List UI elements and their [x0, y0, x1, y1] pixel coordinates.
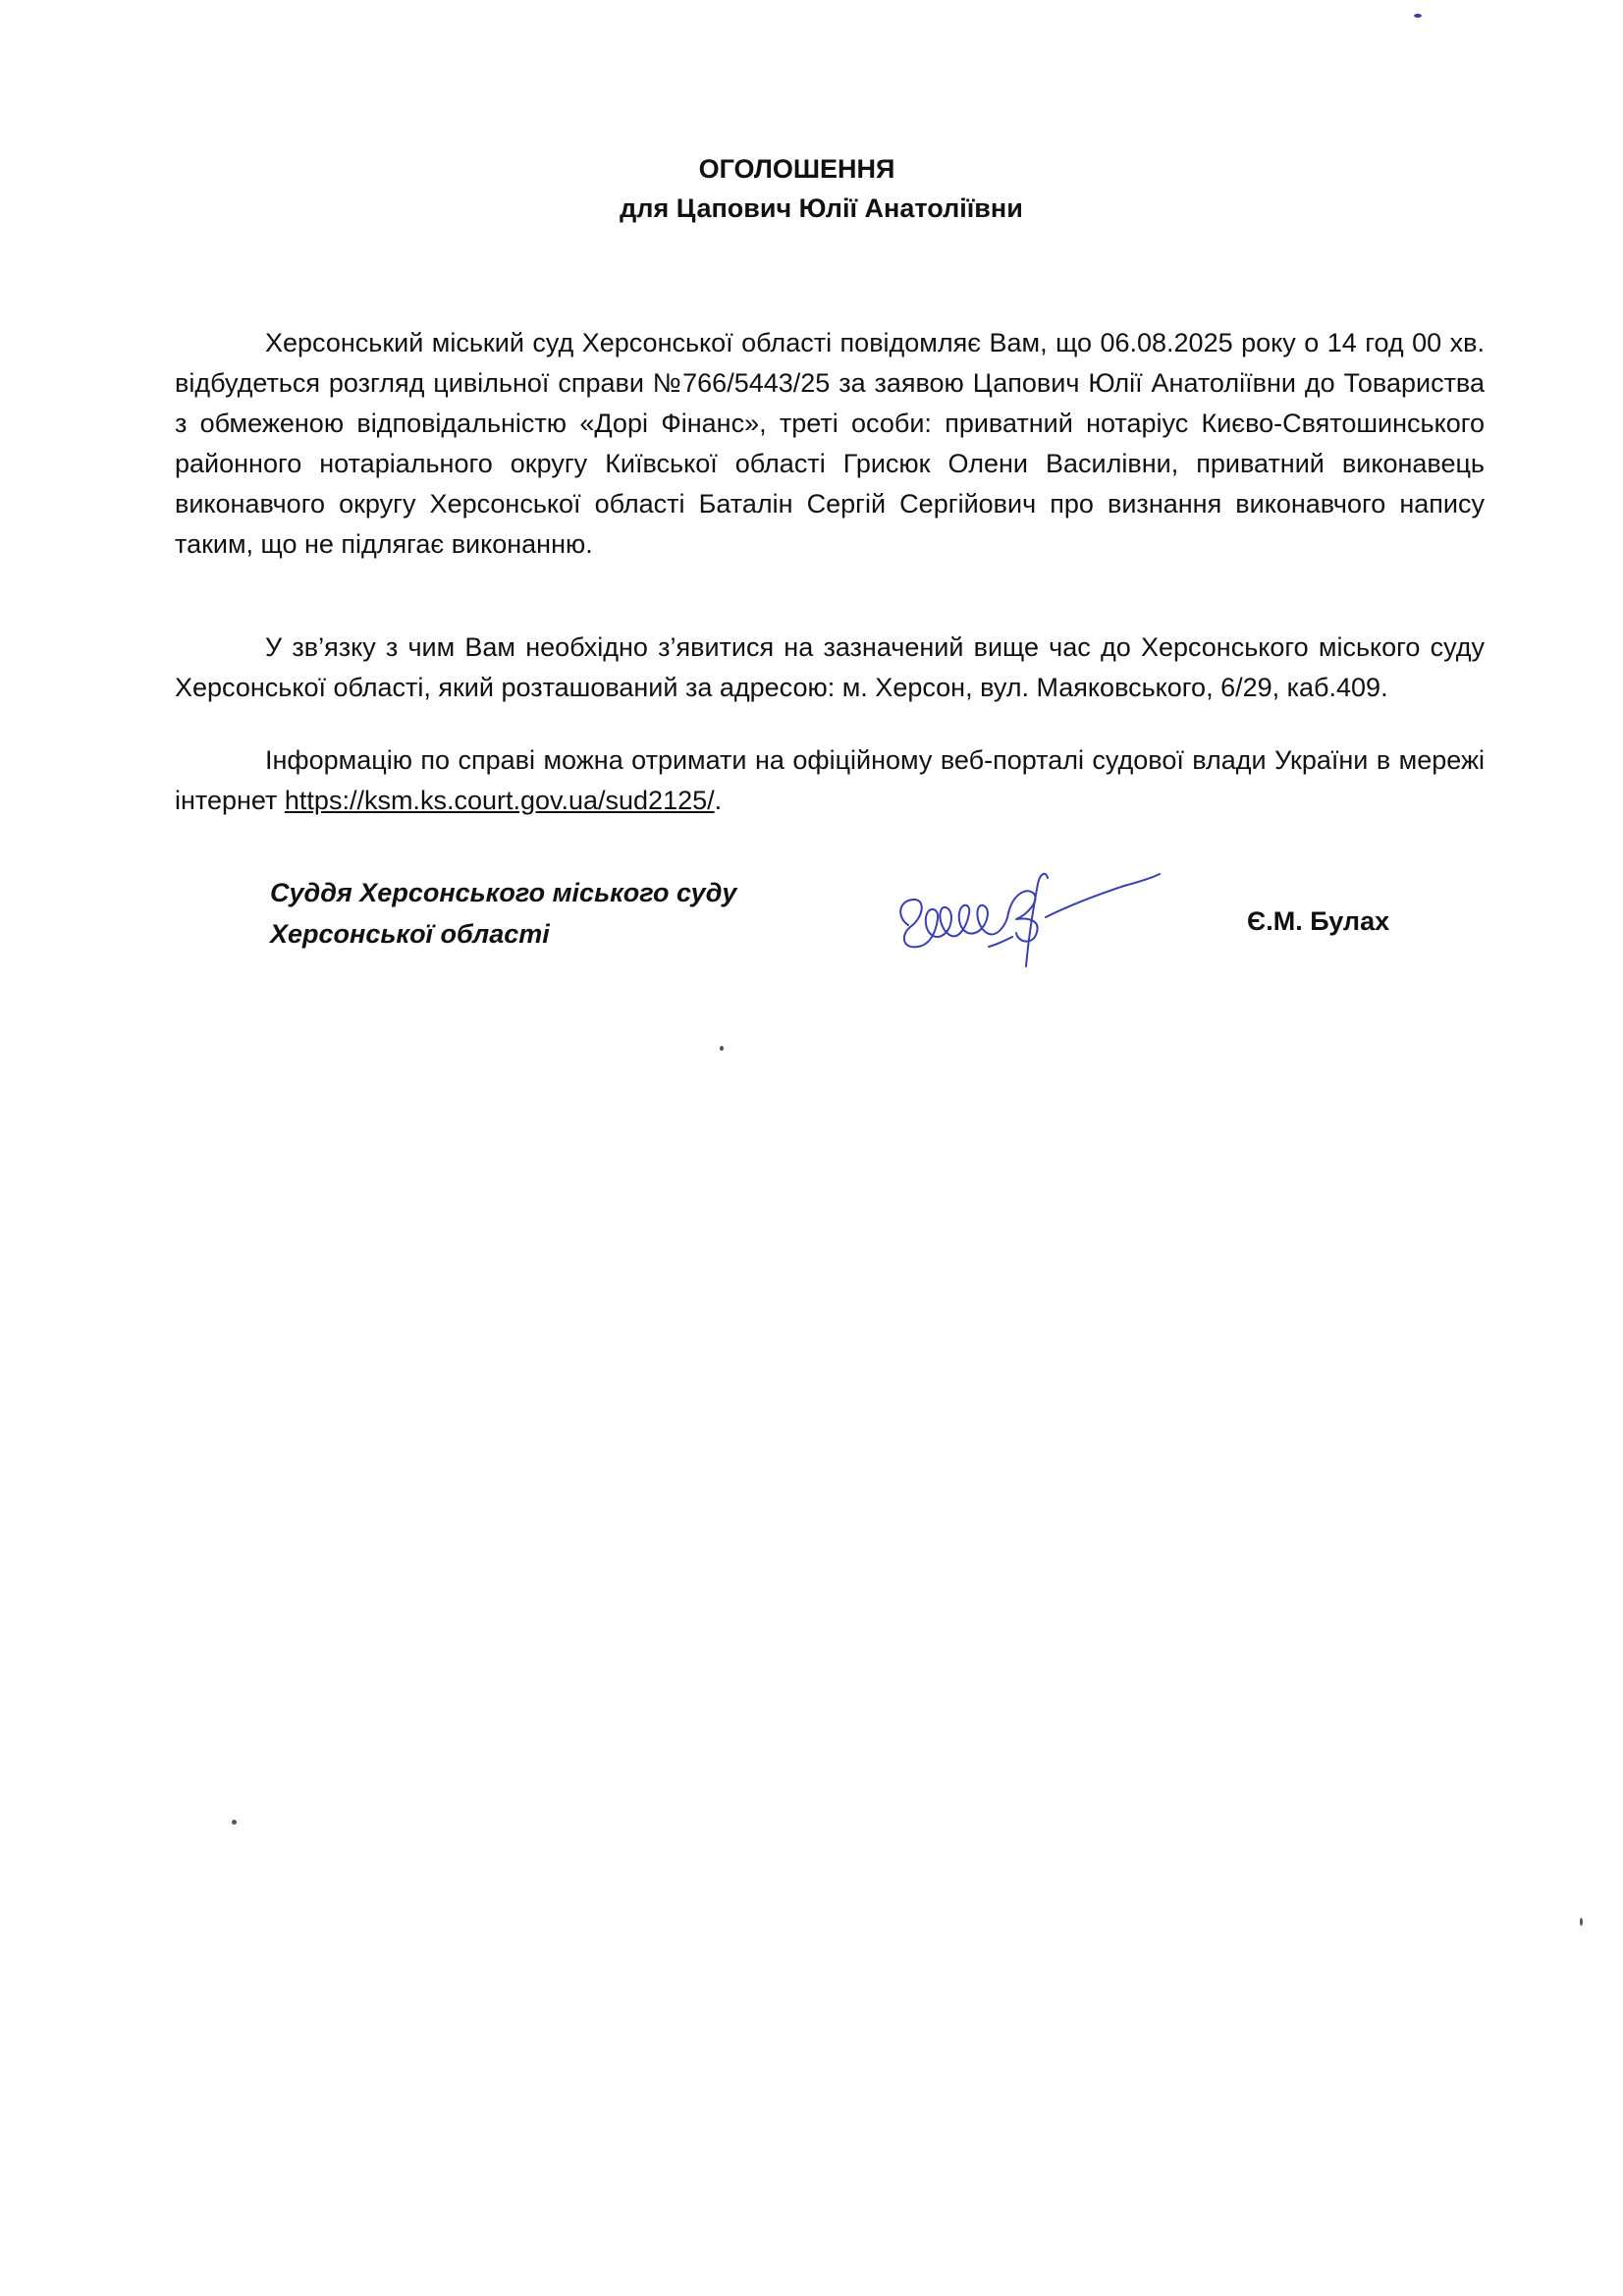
- court-portal-link[interactable]: https://ksm.ks.court.gov.ua/sud2125/: [284, 786, 715, 815]
- info-text: Інформацію по справі можна отримати на офіційному веб-порталі судової влади України в мережі інтернет: [175, 745, 1485, 815]
- notice-title: ОГОЛОШЕННЯ: [698, 154, 895, 184]
- hearing-paragraph: Херсонський міський суд Херсонської області повідомляє Вам, що 06.08.2025 року о 14 год 00 хв. відбудеться розгляд цивільної справи №766/5443/25 за заявою Цапович Юлії Анатоліївни до Товариства з обмеженою відповідальністю «Дорі Фінанс», треті особи: приватний нотаріус Києво-Святошинського районного нотаріального округу Київської області Грисюк Олени Василівни, приватний виконавець виконавчого округу Херсонської області Баталін Сергій Сергійович про визнання виконавчого напису таким, що не підлягає виконанню.: [175, 328, 1485, 559]
- notice-heading: [0, 149, 1623, 228]
- appearance-paragraph: У зв’язку з чим Вам необхідно з’явитися на зазначений вище час до Херсонського міського суду Херсонської області, який розташований за адресою: м. Херсон, вул. Маяковського, 6/29, каб.409.: [175, 632, 1485, 702]
- scan-speck: [1414, 14, 1422, 18]
- info-paragraph: [175, 740, 1485, 821]
- scan-speck: [232, 1820, 237, 1825]
- judge-position-line2: Херсонської області: [270, 919, 550, 949]
- scan-speck: [720, 1046, 724, 1051]
- scan-speck: [1580, 1918, 1583, 1926]
- judge-position: [270, 872, 736, 955]
- judge-position-line1: Суддя Херсонського міського суду: [270, 878, 737, 907]
- notice-recipient: для Цапович Юлії Анатоліївни: [620, 193, 1023, 223]
- info-end: .: [714, 786, 723, 815]
- handwritten-signature: [889, 856, 1163, 979]
- judge-name: Є.М. Булах: [1247, 906, 1390, 936]
